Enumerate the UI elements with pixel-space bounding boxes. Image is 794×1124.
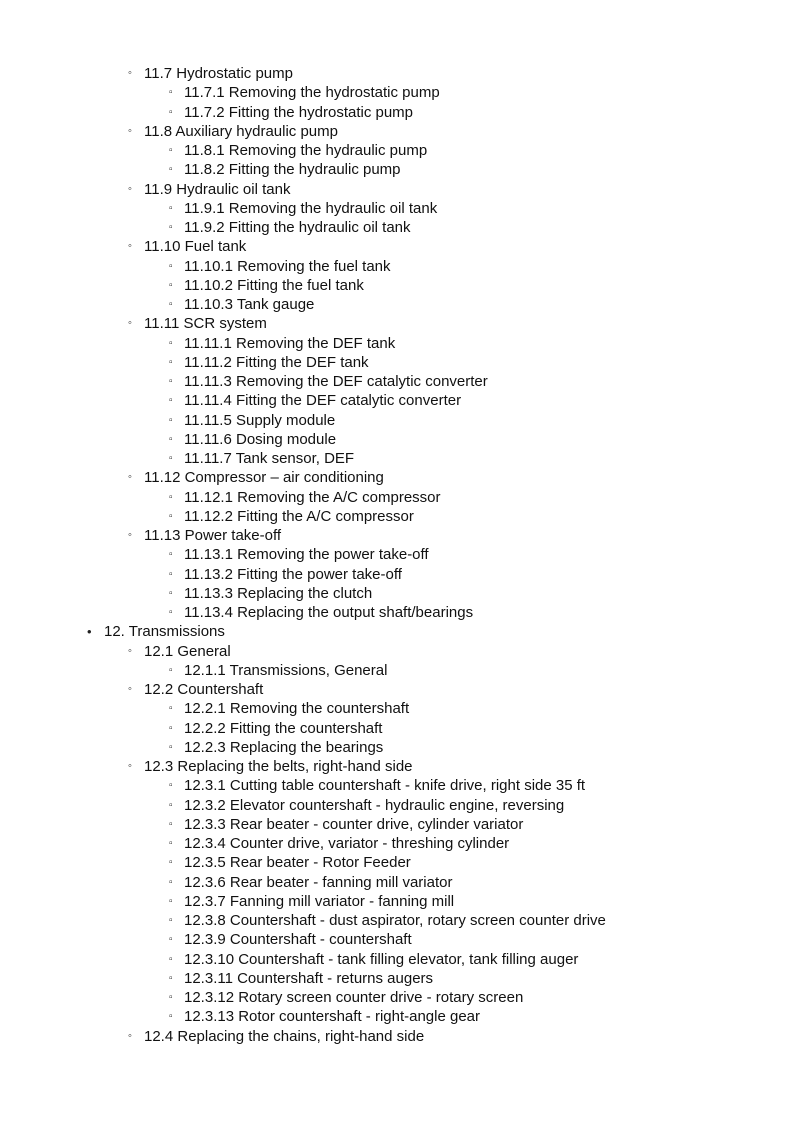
toc-entry-label: 11.11 SCR system [144,315,267,333]
toc-entry-label: 12.3.9 Countershaft - countershaft [184,931,412,949]
toc-entry-label: 12.3.13 Rotor countershaft - right-angle gear [184,1008,481,1026]
toc-entry-level-3[interactable] [0,796,794,815]
toc-entry-level-3[interactable] [0,276,794,295]
square-bullet-icon: ▫ [169,433,173,445]
toc-entry-label: 11.12.1 Removing the A/C compressor [184,488,441,506]
toc-entry-label: 12.3.10 Countershaft - tank filling elevator, tank filling auger [184,950,579,968]
square-bullet-icon: ▫ [169,741,173,753]
toc-entry-label: 11.13.2 Fitting the power take-off [184,565,402,583]
toc-entry-level-3[interactable] [0,141,794,160]
square-bullet-icon: ▫ [169,722,173,734]
bullet-icon: • [87,624,92,640]
toc-entry-level-3[interactable] [0,661,794,680]
toc-entry-level-3[interactable] [0,257,794,276]
toc-entry-label: 11.11.2 Fitting the DEF tank [184,353,369,371]
toc-entry-level-3[interactable] [0,699,794,718]
toc-entry-label: 11.9 Hydraulic oil tank [144,180,291,198]
toc-entry-label: 12.3.8 Countershaft - dust aspirator, rotary screen counter drive [184,912,606,929]
toc-entry-label: 11.12.2 Fitting the A/C compressor [184,507,414,525]
square-bullet-icon: ▫ [169,222,173,233]
hollow-bullet-icon: ◦ [128,317,132,330]
toc-entry-level-3[interactable] [0,834,794,853]
toc-entry-label: 11.8 Auxiliary hydraulic pump [144,122,338,140]
square-bullet-icon: ▫ [169,607,173,618]
toc-entry-label: 12.2.2 Fitting the countershaft [184,719,383,737]
toc-entry-label: 12.2 Countershaft [144,681,264,698]
toc-entry-level-3[interactable] [0,334,794,353]
square-bullet-icon: ▫ [169,549,173,561]
toc-entry-level-2[interactable] [0,642,794,661]
toc-entry-label: 11.10 Fuel tank [144,238,247,256]
square-bullet-icon: ▫ [169,414,173,426]
hollow-bullet-icon: ◦ [128,124,132,137]
toc-entry-level-3[interactable] [0,776,794,795]
square-bullet-icon: ▫ [169,395,173,407]
square-bullet-icon: ▫ [169,106,173,118]
toc-entry-level-3[interactable] [0,988,794,1007]
toc-entry-level-3[interactable] [0,218,794,237]
toc-entry-level-3[interactable] [0,738,794,757]
toc-entry-label: 12.3.3 Rear beater - counter drive, cylinder variator [184,815,524,833]
toc-entry-label: 11.8.1 Removing the hydraulic pump [184,142,428,159]
toc-entry-level-3[interactable] [0,930,794,949]
toc-entry-label: 11.7 Hydrostatic pump [144,65,293,82]
square-bullet-icon: ▫ [169,799,173,811]
toc-entry-label: 11.7.2 Fitting the hydrostatic pump [184,103,414,121]
square-bullet-icon: ▫ [169,568,173,580]
toc-entry-label: 12.1.1 Transmissions, General [184,661,388,679]
square-bullet-icon: ▫ [169,260,173,272]
toc-entry-label: 11.8.2 Fitting the hydraulic pump [184,161,401,179]
toc-entry-level-3[interactable] [0,1007,794,1026]
toc-entry-level-2[interactable] [0,122,794,141]
toc-entry-label: 11.7.1 Removing the hydrostatic pump [184,84,440,102]
square-bullet-icon: ▫ [169,376,173,387]
toc-entry-level-3[interactable] [0,295,794,314]
toc-entry-level-3[interactable] [0,911,794,930]
toc-entry-label: 11.10.3 Tank gauge [184,296,315,313]
hollow-bullet-icon: ◦ [128,240,132,253]
square-bullet-icon: ▫ [169,510,173,522]
toc-entry-label: 11.10.1 Removing the fuel tank [184,257,391,275]
square-bullet-icon: ▫ [169,145,173,156]
toc-entry-level-3[interactable] [0,411,794,430]
toc-entry-level-3[interactable] [0,584,794,603]
square-bullet-icon: ▫ [169,953,173,965]
toc-entry-label: 12.3 Replacing the belts, right-hand side [144,758,413,775]
square-bullet-icon: ▫ [169,915,173,926]
square-bullet-icon: ▫ [169,992,173,1003]
toc-entry-level-2[interactable] [0,237,794,256]
toc-entry-level-1[interactable] [0,622,794,641]
toc-entry-level-3[interactable] [0,950,794,969]
toc-entry-label: 11.11.1 Removing the DEF tank [184,334,396,352]
toc-entry-label: 11.12 Compressor – air conditioning [144,469,384,487]
toc-entry-label: 12. Transmissions [104,623,225,641]
square-bullet-icon: ▫ [169,491,173,503]
square-bullet-icon: ▫ [169,87,173,99]
toc-entry-level-3[interactable] [0,160,794,179]
toc-entry-level-3[interactable] [0,103,794,122]
square-bullet-icon: ▫ [169,587,173,599]
toc-entry-label: 12.3.7 Fanning mill variator - fanning mill [184,892,455,910]
toc-entry-label: 12.2.1 Removing the countershaft [184,700,410,718]
square-bullet-icon: ▫ [169,876,173,888]
square-bullet-icon: ▫ [169,838,173,849]
square-bullet-icon: ▫ [169,164,173,176]
toc-entry-label: 12.1 General [144,642,231,660]
square-bullet-icon: ▫ [169,895,173,907]
toc-entry-label: 12.3.5 Rear beater - Rotor Feeder [184,854,411,872]
toc-entry-level-2[interactable] [0,180,794,199]
hollow-bullet-icon: ◦ [128,471,132,484]
toc-entry-level-2[interactable] [0,757,794,776]
toc-entry-level-3[interactable] [0,391,794,410]
square-bullet-icon: ▫ [169,934,173,946]
toc-entry-label: 11.11.7 Tank sensor, DEF [184,450,355,467]
toc-entry-label: 12.3.1 Cutting table countershaft - knife drive, right side 35 ft [184,777,586,795]
toc-entry-level-2[interactable] [0,680,794,699]
hollow-bullet-icon: ◦ [128,1029,132,1042]
table-of-contents [0,64,794,1046]
toc-entry-level-3[interactable] [0,565,794,584]
toc-entry-level-3[interactable] [0,969,794,988]
toc-entry-level-3[interactable] [0,815,794,834]
toc-entry-label: 11.13.1 Removing the power take-off [184,546,429,564]
toc-entry-label: 12.3.2 Elevator countershaft - hydraulic engine, reversing [184,796,565,814]
toc-entry-label: 12.4 Replacing the chains, right-hand side [144,1027,425,1045]
toc-entry-level-3[interactable] [0,892,794,911]
toc-entry-level-3[interactable] [0,545,794,564]
toc-entry-level-2[interactable] [0,1027,794,1046]
square-bullet-icon: ▫ [169,279,173,291]
square-bullet-icon: ▫ [169,453,173,464]
hollow-bullet-icon: ◦ [128,683,132,695]
toc-entry-label: 12.3.12 Rotary screen counter drive - rotary screen [184,989,524,1006]
toc-entry-level-3[interactable] [0,853,794,872]
hollow-bullet-icon: ◦ [128,644,132,657]
toc-entry-label: 11.13.3 Replacing the clutch [184,584,373,602]
toc-entry-label: 12.3.6 Rear beater - fanning mill variator [184,873,453,891]
toc-entry-label: 11.10.2 Fitting the fuel tank [184,276,364,294]
toc-entry-label: 11.11.5 Supply module [184,411,336,429]
toc-entry-level-2[interactable] [0,526,794,545]
square-bullet-icon: ▫ [169,703,173,715]
square-bullet-icon: ▫ [169,202,173,214]
square-bullet-icon: ▫ [169,780,173,792]
toc-entry-label: 11.11.6 Dosing module [184,430,337,448]
toc-entry-level-3[interactable] [0,603,794,622]
toc-entry-level-3[interactable] [0,449,794,468]
square-bullet-icon: ▫ [169,337,173,349]
toc-entry-level-3[interactable] [0,488,794,507]
toc-entry-level-2[interactable] [0,314,794,333]
toc-entry-level-3[interactable] [0,372,794,391]
toc-entry-level-3[interactable] [0,719,794,738]
toc-entry-label: 11.13.4 Replacing the output shaft/bearings [184,604,474,621]
hollow-bullet-icon: ◦ [128,67,132,79]
square-bullet-icon: ▫ [169,664,173,676]
toc-entry-level-2[interactable] [0,64,794,83]
toc-entry-level-3[interactable] [0,507,794,526]
toc-entry-label: 12.3.11 Countershaft - returns augers [184,969,434,987]
hollow-bullet-icon: ◦ [128,529,132,541]
toc-entry-label: 11.13 Power take-off [144,527,282,544]
square-bullet-icon: ▫ [169,299,173,310]
toc-entry-level-2[interactable] [0,468,794,487]
square-bullet-icon: ▫ [169,972,173,984]
square-bullet-icon: ▫ [169,818,173,830]
square-bullet-icon: ▫ [169,1011,173,1023]
square-bullet-icon: ▫ [169,356,173,368]
hollow-bullet-icon: ◦ [128,760,132,772]
toc-entry-label: 11.9.2 Fitting the hydraulic oil tank [184,219,411,236]
toc-entry-level-3[interactable] [0,83,794,102]
square-bullet-icon: ▫ [169,857,173,869]
toc-entry-level-3[interactable] [0,430,794,449]
hollow-bullet-icon: ◦ [128,182,132,195]
toc-entry-label: 11.9.1 Removing the hydraulic oil tank [184,199,438,217]
toc-entry-label: 12.2.3 Replacing the bearings [184,738,384,756]
toc-entry-label: 12.3.4 Counter drive, variator - threshing cylinder [184,835,510,852]
toc-entry-level-3[interactable] [0,199,794,218]
toc-entry-label: 11.11.4 Fitting the DEF catalytic converter [184,392,462,410]
toc-entry-level-3[interactable] [0,873,794,892]
toc-entry-label: 11.11.3 Removing the DEF catalytic converter [184,373,488,390]
toc-entry-level-3[interactable] [0,353,794,372]
